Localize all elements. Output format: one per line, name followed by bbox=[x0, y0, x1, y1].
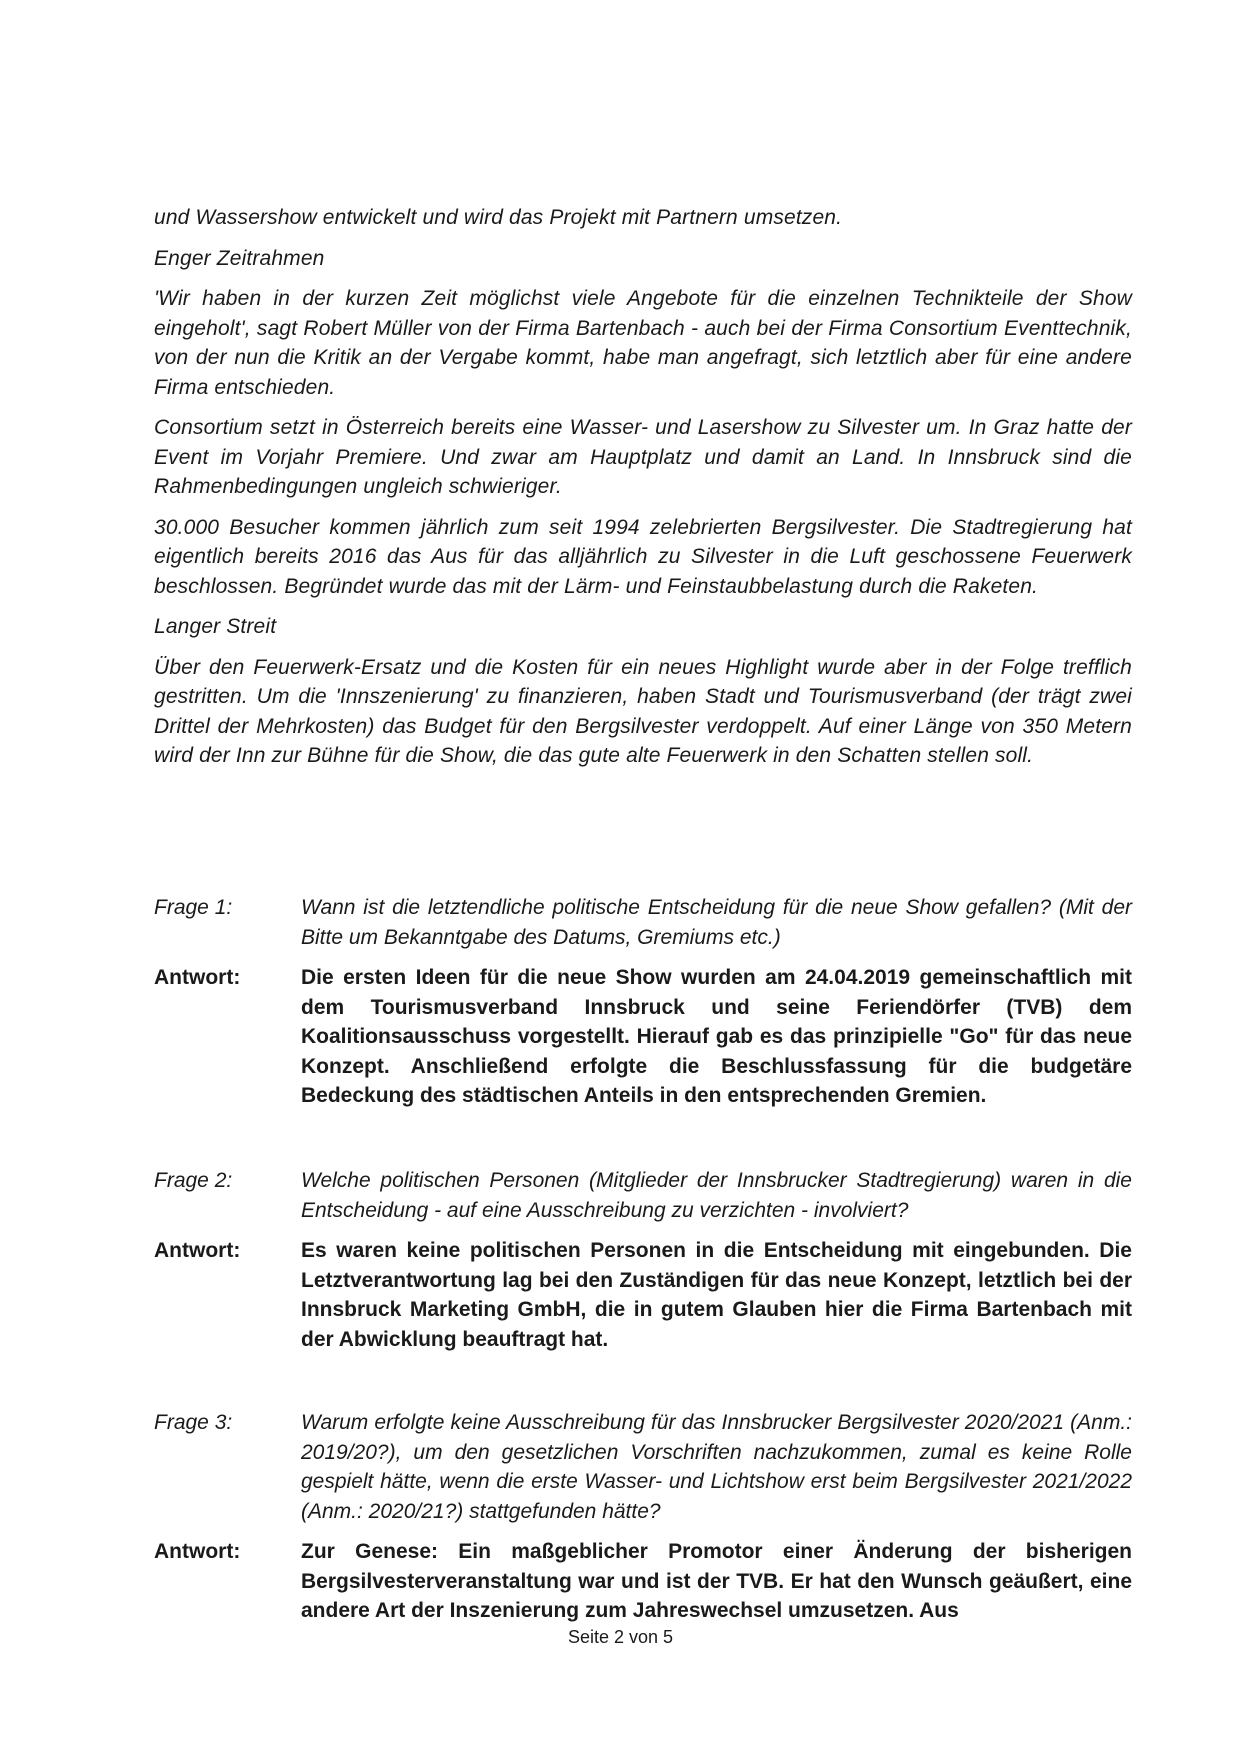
section-heading: Enger Zeitrahmen bbox=[154, 246, 325, 270]
answer-text: Die ersten Ideen für die neue Show wurden am 24.04.2019 gemeinschaftlich mit dem Tourismusverband Innsbruck und seine Feriendörfer (TVB) dem Koalitionsausschuss vorgestellt. Hierauf gab es das prinzipielle "Go" für das neue Konzept. Anschließend erfolgte die Beschlussfassung für die budgetäre Bedeckung des städtischen Anteils in den entsprechenden Gremien. bbox=[301, 966, 1132, 1107]
question-label: Frage 2: bbox=[154, 1169, 233, 1192]
qa-block-2 bbox=[154, 1166, 1132, 1354]
question-row bbox=[154, 1166, 1132, 1225]
paragraph: und Wassershow entwickelt und wird das Projekt mit Partnern umsetzen. bbox=[154, 206, 843, 229]
paragraph: Über den Feuerwerk-Ersatz und die Kosten für ein neues Highlight wurde aber in der Folge trefflich gestritten. Um die 'Innszenierung' zu finanzieren, haben Stadt und Tourismusverband (der trägt zwei Drittel der Mehrkosten) das Budget für den Bergsilvester verdoppelt. Auf einer Länge von 350 Metern wird der Inn zur Bühne für die Show, die das gute alte Feuerwerk in den Schatten stellen soll. bbox=[154, 655, 1132, 767]
paragraph: Consortium setzt in Österreich bereits eine Wasser- und Lasershow zu Silvester um. In Graz hatte der Event im Vorjahr Premiere. Und zwar am Hauptplatz und damit an Land. In Innsbruck sind die Rahmenbedingungen ungleich schwieriger. bbox=[154, 416, 1132, 498]
question-label: Frage 1: bbox=[154, 896, 233, 919]
intro-section bbox=[154, 203, 1132, 782]
answer-label: Antwort: bbox=[154, 1239, 241, 1262]
answer-row bbox=[154, 1537, 1132, 1626]
answer-text: Zur Genese: Ein maßgeblicher Promotor einer Änderung der bisherigen Bergsilvesterveranstaltung war und ist der TVB. Er hat den Wunsch geäußert, eine andere Art der Inszenierung zum Jahreswechsel umzusetzen. Aus bbox=[301, 1540, 1132, 1622]
answer-row bbox=[154, 963, 1132, 1111]
section-heading: Langer Streit bbox=[154, 615, 277, 638]
question-text: Welche politischen Personen (Mitglieder der Innsbrucker Stadtregierung) waren in die Entscheidung - auf eine Ausschreibung zu verzichten - involviert? bbox=[301, 1169, 1132, 1222]
question-row bbox=[154, 1408, 1132, 1526]
paragraph: 30.000 Besucher kommen jährlich zum seit 1994 zelebrierten Bergsilvester. Die Stadtregierung hat eigentlich bereits 2016 das Aus für das alljährlich zu Silvester in die Luft geschossene Feuerwerk beschlossen. Begründet wurde das mit der Lärm- und Feinstaubbelastung durch die Raketen. bbox=[154, 515, 1132, 598]
qa-block-1 bbox=[154, 893, 1132, 1111]
paragraph: 'Wir haben in der kurzen Zeit möglichst viele Angebote für die einzelnen Technikteile der Show eingeholt', sagt Robert Müller von der Firma Bartenbach - auch bei der Firma Consortium Eventtechnik, von der nun die Kritik an der Vergabe kommt, habe man angefragt, sich letztlich aber für eine andere Firma entschieden. bbox=[154, 287, 1132, 399]
question-row bbox=[154, 893, 1132, 952]
question-text: Wann ist die letztendliche politische Entscheidung für die neue Show gefallen? (Mit der Bitte um Bekanntgabe des Datums, Gremiums etc.) bbox=[301, 896, 1132, 949]
answer-label: Antwort: bbox=[154, 966, 241, 989]
page-number-footer: Seite 2 von 5 bbox=[567, 1627, 674, 1647]
question-label: Frage 3: bbox=[154, 1411, 233, 1434]
qa-block-3 bbox=[154, 1408, 1132, 1626]
answer-row bbox=[154, 1236, 1132, 1354]
answer-text: Es waren keine politischen Personen in die Entscheidung mit eingebunden. Die Letztverantwortung lag bei den Zuständigen für das neue Konzept, letztlich bei der Innsbruck Marketing GmbH, die in gutem Glauben hier die Firma Bartenbach mit der Abwicklung beauftragt hat. bbox=[301, 1239, 1132, 1351]
question-text: Warum erfolgte keine Ausschreibung für das Innsbrucker Bergsilvester 2020/2021 (Anm.: 2019/20?), um den gesetzlichen Vorschriften nachzukommen, zumal es keine Rolle gespielt hätte, wenn die erste Wasser- und Lichtshow erst beim Bergsilvester 2021/2022 (Anm.: 2020/21?) stattgefunden hätte? bbox=[301, 1411, 1132, 1523]
answer-label: Antwort: bbox=[154, 1540, 241, 1563]
